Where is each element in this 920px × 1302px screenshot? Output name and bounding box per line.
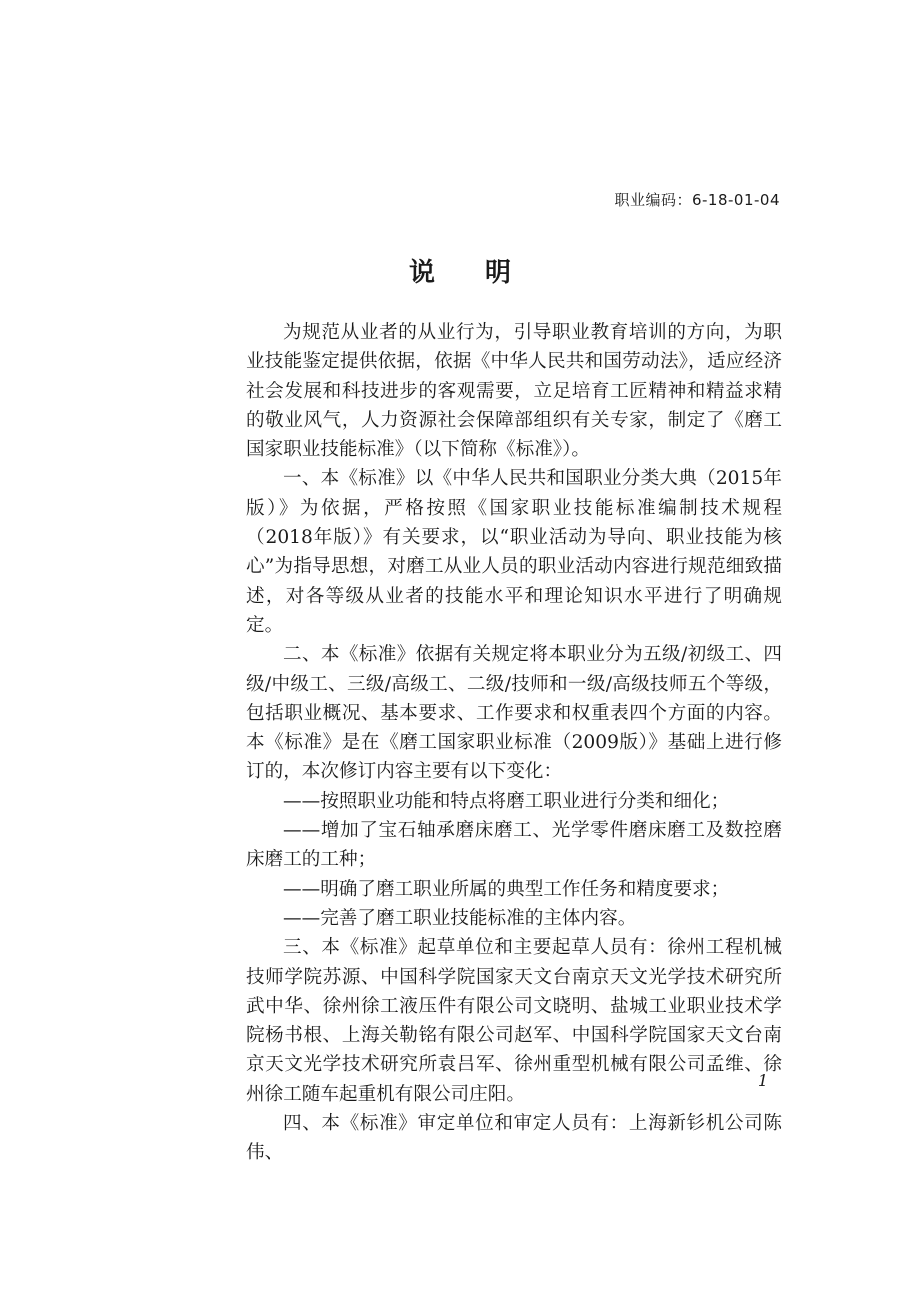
change-item-4: ——完善了磨工职业技能标准的主体内容。 bbox=[283, 907, 637, 929]
body-text bbox=[246, 318, 782, 1168]
occupation-code: 职业编码：6-18-01-04 bbox=[614, 191, 780, 209]
paragraph-intro: 为规范从业者的从业行为，引导职业教育培训的方向，为职业技能鉴定提供依据，依据《中华人民共和国劳动法》，适应经济社会发展和科技进步的客观需要，立足培育工匠精神和精益求精的敬业风气，人力资源社会保障部组织有关专家，制定了《磨工国家职业技能标准》（以下简称《标准》）。 bbox=[246, 322, 782, 461]
page-title: 说明 bbox=[408, 258, 561, 288]
paragraph-4: 四、本《标准》审定单位和审定人员有：上海新钐机公司陈伟、 bbox=[246, 1113, 782, 1164]
paragraph-1: 一、本《标准》以《中华人民共和国职业分类大典（2015年版）》为依据，严格按照《国家职业技能标准编制技术规程（2018年版）》有关要求，以“职业活动为导向、职业技能为核心”为指导思想，对磨工从业人员的职业活动内容进行规范细致描述，对各等级从业者的技能水平和理论知识水平进行了明确规定。 bbox=[246, 468, 782, 636]
paragraph-2: 二、本《标准》依据有关规定将本职业分为五级/初级工、四级/中级工、三级/高级工、二级/技师和一级/高级技师五个等级，包括职业概况、基本要求、工作要求和权重表四个方面的内容。本《标准》是在《磨工国家职业标准（2009版）》基础上进行修订的，本次修订内容主要有以下变化： bbox=[246, 644, 782, 783]
change-item-2: ——增加了宝石轴承磨床磨工、光学零件磨床磨工及数控磨床磨工的工种； bbox=[246, 820, 782, 871]
change-item-3: ——明确了磨工职业所属的典型工作任务和精度要求； bbox=[283, 878, 730, 900]
paragraph-3: 三、本《标准》起草单位和主要起草人员有：徐州工程机械技师学院苏源、中国科学院国家天文台南京天文光学技术研究所武中华、徐州徐工液压件有限公司文晓明、盐城工业职业技术学院杨书根、上海关勒铭有限公司赵军、中国科学院国家天文台南京天文光学技术研究所袁吕军、徐州重型机械有限公司孟维、徐州徐工随车起重机有限公司庄阳。 bbox=[246, 937, 782, 1105]
change-item-1: ——按照职业功能和特点将磨工职业进行分类和细化； bbox=[283, 790, 730, 812]
page-number: 1 bbox=[757, 1071, 768, 1090]
